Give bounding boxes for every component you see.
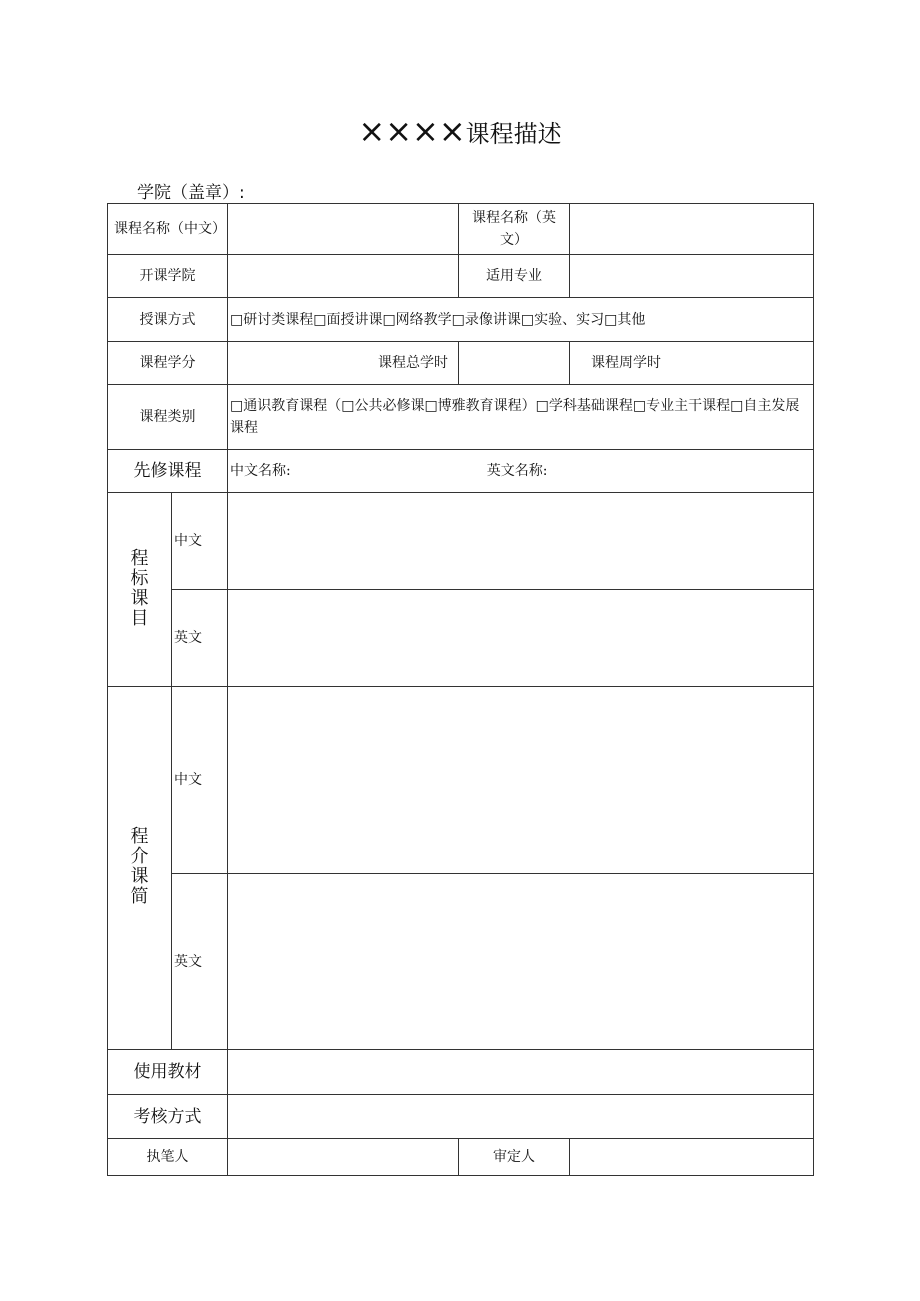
total-hours-field[interactable]	[459, 342, 570, 385]
course-name-en-label: 课程名称（英文）	[459, 204, 570, 255]
objectives-cn-label: 中文	[172, 493, 228, 590]
category-label: 课程类别	[108, 385, 228, 450]
course-name-en-field[interactable]	[570, 204, 814, 255]
prerequisite-names[interactable]	[228, 450, 814, 493]
teaching-mode-options[interactable]: □研讨类课程□面授讲课□网络教学□录像讲课□实验、实习□其他	[228, 298, 814, 342]
assessment-field[interactable]	[228, 1095, 814, 1139]
course-form-table	[107, 203, 814, 1176]
reviewer-label: 审定人	[459, 1139, 570, 1176]
offering-college-label: 开课学院	[108, 255, 228, 298]
objectives-cn-field[interactable]	[228, 493, 814, 590]
weekly-hours-text: 课程周学时	[591, 355, 661, 371]
intro-en-label: 英文	[172, 874, 228, 1050]
category-options[interactable]: □通识教育课程（□公共必修课□博雅教育课程）□学科基础课程□专业主干课程□自主发展课程	[228, 385, 814, 450]
prerequisite-label: 先修课程	[108, 450, 228, 493]
total-hours-label	[228, 342, 459, 385]
teaching-mode-label: 授课方式	[108, 298, 228, 342]
course-name-cn-label: 课程名称（中文）	[108, 204, 228, 255]
applicable-major-label: 适用专业	[459, 255, 570, 298]
credits-label: 课程学分	[108, 342, 228, 385]
course-name-cn-field[interactable]	[228, 204, 459, 255]
objectives-en-label: 英文	[172, 590, 228, 687]
intro-cn-label: 中文	[172, 687, 228, 874]
weekly-hours-label	[570, 342, 814, 385]
document-title	[0, 112, 920, 150]
prereq-cn-name-label: 中文名称:	[230, 463, 291, 479]
college-stamp-label: 学院（盖章）:	[137, 183, 245, 203]
title-prefix: ××××	[358, 112, 466, 150]
textbook-field[interactable]	[228, 1050, 814, 1095]
intro-label-text: 程介课简	[130, 826, 149, 907]
intro-en-field[interactable]	[228, 874, 814, 1050]
title-main: 课程描述	[465, 120, 562, 148]
author-field[interactable]	[228, 1139, 459, 1176]
objectives-label	[108, 493, 172, 687]
applicable-major-field[interactable]	[570, 255, 814, 298]
textbook-label: 使用教材	[108, 1050, 228, 1095]
intro-label	[108, 687, 172, 1050]
objectives-en-field[interactable]	[228, 590, 814, 687]
assessment-label: 考核方式	[108, 1095, 228, 1139]
author-label: 执笔人	[108, 1139, 228, 1176]
total-hours-text: 课程总学时	[378, 355, 448, 371]
objectives-label-text: 程标课目	[130, 547, 149, 629]
offering-college-field[interactable]	[228, 255, 459, 298]
prereq-en-name-label: 英文名称:	[486, 463, 548, 479]
reviewer-field[interactable]	[570, 1139, 814, 1176]
intro-cn-field[interactable]	[228, 687, 814, 874]
